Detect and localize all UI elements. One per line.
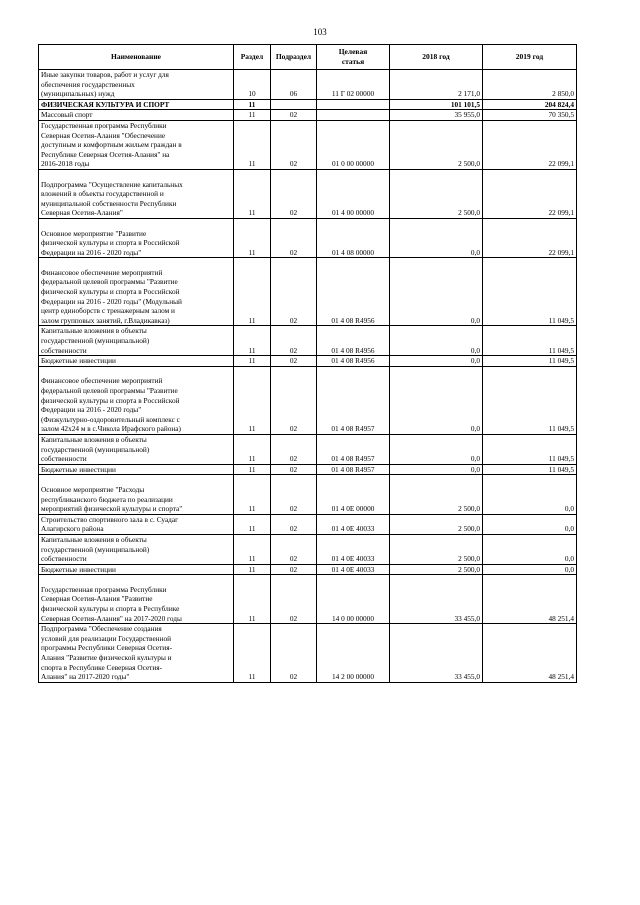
table-row — [39, 120, 577, 169]
row-section: 11 — [234, 356, 271, 367]
row-2019: 11 049,5 — [483, 356, 577, 367]
row-target: 01 4 08 R4956 — [317, 356, 390, 367]
table-row — [39, 110, 577, 121]
row-subsection: 06 — [271, 70, 317, 100]
row-name: Бюджетные инвестиции — [39, 464, 234, 475]
row-section: 11 — [234, 218, 271, 257]
row-2018: 2 500,0 — [390, 564, 483, 575]
header-section: Раздел — [234, 45, 271, 70]
row-subsection: 02 — [271, 624, 317, 683]
table-row — [39, 326, 577, 356]
row-2018: 0,0 — [390, 464, 483, 475]
row-2018: 2 500,0 — [390, 475, 483, 514]
row-target: 01 4 0E 40033 — [317, 514, 390, 534]
header-subsection: Подраздел — [271, 45, 317, 70]
row-name: Бюджетные инвестиции — [39, 356, 234, 367]
row-name: Государственная программа Республики Северная Осетия-Алания "Развитие физической культуры и спорта в Республике Северная Осетия-Алания" на 2017-2020 годы — [39, 575, 234, 624]
row-subsection: 02 — [271, 366, 317, 434]
row-name: Основное мероприятие "Развитие физической культуры и спорта в Российской Федерации на 2016 - 2020 годы" — [39, 218, 234, 257]
row-2018: 33 455,0 — [390, 575, 483, 624]
row-subsection: 02 — [271, 434, 317, 464]
row-target: 01 4 08 00000 — [317, 218, 390, 257]
row-subsection: 02 — [271, 464, 317, 475]
row-target: 14 2 00 00000 — [317, 624, 390, 683]
row-2019: 48 251,4 — [483, 624, 577, 683]
row-2018: 0,0 — [390, 218, 483, 257]
row-subsection: 02 — [271, 534, 317, 564]
row-name: Подпрограмма "Обеспечение создания условий для реализации Государственной программы Республики Северная Осетия- Алания "Развитие физической культуры и спорта в Республике Северная Осетия- Алания" на 2017-2020 годы" — [39, 624, 234, 683]
row-section: 11 — [234, 564, 271, 575]
row-2019: 0,0 — [483, 514, 577, 534]
row-section: 11 — [234, 624, 271, 683]
header-2019: 2019 год — [483, 45, 577, 70]
row-2018: 0,0 — [390, 434, 483, 464]
row-2018: 2 500,0 — [390, 534, 483, 564]
budget-table — [38, 44, 577, 683]
row-section: 11 — [234, 534, 271, 564]
row-name: Иные закупки товаров, работ и услуг для обеспечения государственных (муниципальных) нужд — [39, 70, 234, 100]
row-subsection: 02 — [271, 356, 317, 367]
row-2018: 2 500,0 — [390, 169, 483, 218]
table-row — [39, 475, 577, 514]
table-row — [39, 534, 577, 564]
row-name: Финансовое обеспечение мероприятий федеральной целевой программы "Развитие физической культуры и спорта в Российской Федерации на 2016 - 2020 годы" (Модульный центр единоборств с тренажерным залом и залом групповых занятий, г.Владикавказ) — [39, 258, 234, 326]
row-section: 11 — [234, 475, 271, 514]
row-2018: 33 455,0 — [390, 624, 483, 683]
row-name: Капитальные вложения в объекты государственной (муниципальной) собственности — [39, 534, 234, 564]
row-2019: 204 824,4 — [483, 99, 577, 110]
row-2019: 0,0 — [483, 534, 577, 564]
row-section: 11 — [234, 366, 271, 434]
row-name: Государственная программа Республики Северная Осетия-Алания "Обеспечение доступным и комфортным жильем граждан в Республике Северная Осетия-Алания" на 2016-2018 годы — [39, 120, 234, 169]
row-target: 01 4 0E 00000 — [317, 475, 390, 514]
row-subsection: 02 — [271, 120, 317, 169]
row-target: 01 4 08 R4957 — [317, 464, 390, 475]
row-subsection: 02 — [271, 258, 317, 326]
table-row — [39, 70, 577, 100]
table-row — [39, 99, 577, 110]
row-2018: 101 101,5 — [390, 99, 483, 110]
table-row — [39, 218, 577, 257]
row-2019: 0,0 — [483, 475, 577, 514]
table-row — [39, 434, 577, 464]
row-section: 11 — [234, 258, 271, 326]
row-section: 11 — [234, 514, 271, 534]
row-subsection — [271, 99, 317, 110]
row-2018: 0,0 — [390, 326, 483, 356]
row-section: 10 — [234, 70, 271, 100]
table-row — [39, 564, 577, 575]
row-name: Бюджетные инвестиции — [39, 564, 234, 575]
row-target: 01 4 08 R4957 — [317, 366, 390, 434]
row-subsection: 02 — [271, 564, 317, 575]
table-row — [39, 356, 577, 367]
row-name: Строительство спортивного зала в с. Суадаг Алагирского района — [39, 514, 234, 534]
table-row — [39, 169, 577, 218]
row-2018: 35 955,0 — [390, 110, 483, 121]
row-subsection: 02 — [271, 326, 317, 356]
row-target: 01 4 08 R4956 — [317, 326, 390, 356]
row-2019: 0,0 — [483, 564, 577, 575]
row-2018: 0,0 — [390, 258, 483, 326]
table-row — [39, 366, 577, 434]
row-section: 11 — [234, 434, 271, 464]
header-2018: 2018 год — [390, 45, 483, 70]
row-2018: 0,0 — [390, 356, 483, 367]
row-2019: 48 251,4 — [483, 575, 577, 624]
row-2019: 11 049,5 — [483, 326, 577, 356]
row-name: Капитальные вложения в объекты государственной (муниципальной) собственности — [39, 434, 234, 464]
row-target: 01 4 0E 40033 — [317, 564, 390, 575]
row-target: 01 4 08 R4957 — [317, 434, 390, 464]
row-target: 14 0 00 00000 — [317, 575, 390, 624]
row-2019: 22 099,1 — [483, 218, 577, 257]
row-2018: 2 500,0 — [390, 514, 483, 534]
row-target — [317, 99, 390, 110]
row-2019: 70 350,5 — [483, 110, 577, 121]
row-subsection: 02 — [271, 514, 317, 534]
row-2018: 2 171,0 — [390, 70, 483, 100]
row-name: Основное мероприятие "Расходы республиканского бюджета по реализации мероприятий физической культуры и спорта" — [39, 475, 234, 514]
row-subsection: 02 — [271, 218, 317, 257]
table-row — [39, 624, 577, 683]
row-subsection: 02 — [271, 169, 317, 218]
row-2018: 0,0 — [390, 366, 483, 434]
row-section: 11 — [234, 575, 271, 624]
row-section: 11 — [234, 110, 271, 121]
table-row — [39, 258, 577, 326]
row-name: Массовый спорт — [39, 110, 234, 121]
row-2018: 2 500,0 — [390, 120, 483, 169]
row-2019: 11 049,5 — [483, 464, 577, 475]
row-target — [317, 110, 390, 121]
row-2019: 11 049,5 — [483, 366, 577, 434]
table-header-row — [39, 45, 577, 70]
row-subsection: 02 — [271, 575, 317, 624]
row-subsection: 02 — [271, 110, 317, 121]
page-number: 103 — [313, 27, 327, 37]
row-section: 11 — [234, 326, 271, 356]
row-name: Капитальные вложения в объекты государственной (муниципальной) собственности — [39, 326, 234, 356]
row-2019: 2 850,0 — [483, 70, 577, 100]
row-2019: 22 099,1 — [483, 169, 577, 218]
row-subsection: 02 — [271, 475, 317, 514]
table-row — [39, 514, 577, 534]
row-2019: 11 049,5 — [483, 258, 577, 326]
row-section: 11 — [234, 99, 271, 110]
row-section: 11 — [234, 169, 271, 218]
header-name: Наименование — [39, 45, 234, 70]
row-2019: 22 099,1 — [483, 120, 577, 169]
row-section: 11 — [234, 464, 271, 475]
row-name: ФИЗИЧЕСКАЯ КУЛЬТУРА И СПОРТ — [39, 99, 234, 110]
row-section: 11 — [234, 120, 271, 169]
row-name: Финансовое обеспечение мероприятий федеральной целевой программы "Развитие физической культуры и спорта в Российской Федерации на 2016 - 2020 годы" (Физкультурно-оздоровительный комплекс с залом 42x24 м в с.Чикола Ирафского района) — [39, 366, 234, 434]
row-target: 01 4 0E 40033 — [317, 534, 390, 564]
table-row — [39, 464, 577, 475]
header-target: Целевая статья — [317, 45, 390, 70]
row-target: 01 4 00 00000 — [317, 169, 390, 218]
table-row — [39, 575, 577, 624]
row-target: 11 Г 02 00000 — [317, 70, 390, 100]
row-name: Подпрограмма "Осуществление капитальных вложений в объекты государственной и муниципальной собственности Республики Северная Осетия-Алания" — [39, 169, 234, 218]
row-target: 01 4 08 R4956 — [317, 258, 390, 326]
row-target: 01 0 00 00000 — [317, 120, 390, 169]
row-2019: 11 049,5 — [483, 434, 577, 464]
